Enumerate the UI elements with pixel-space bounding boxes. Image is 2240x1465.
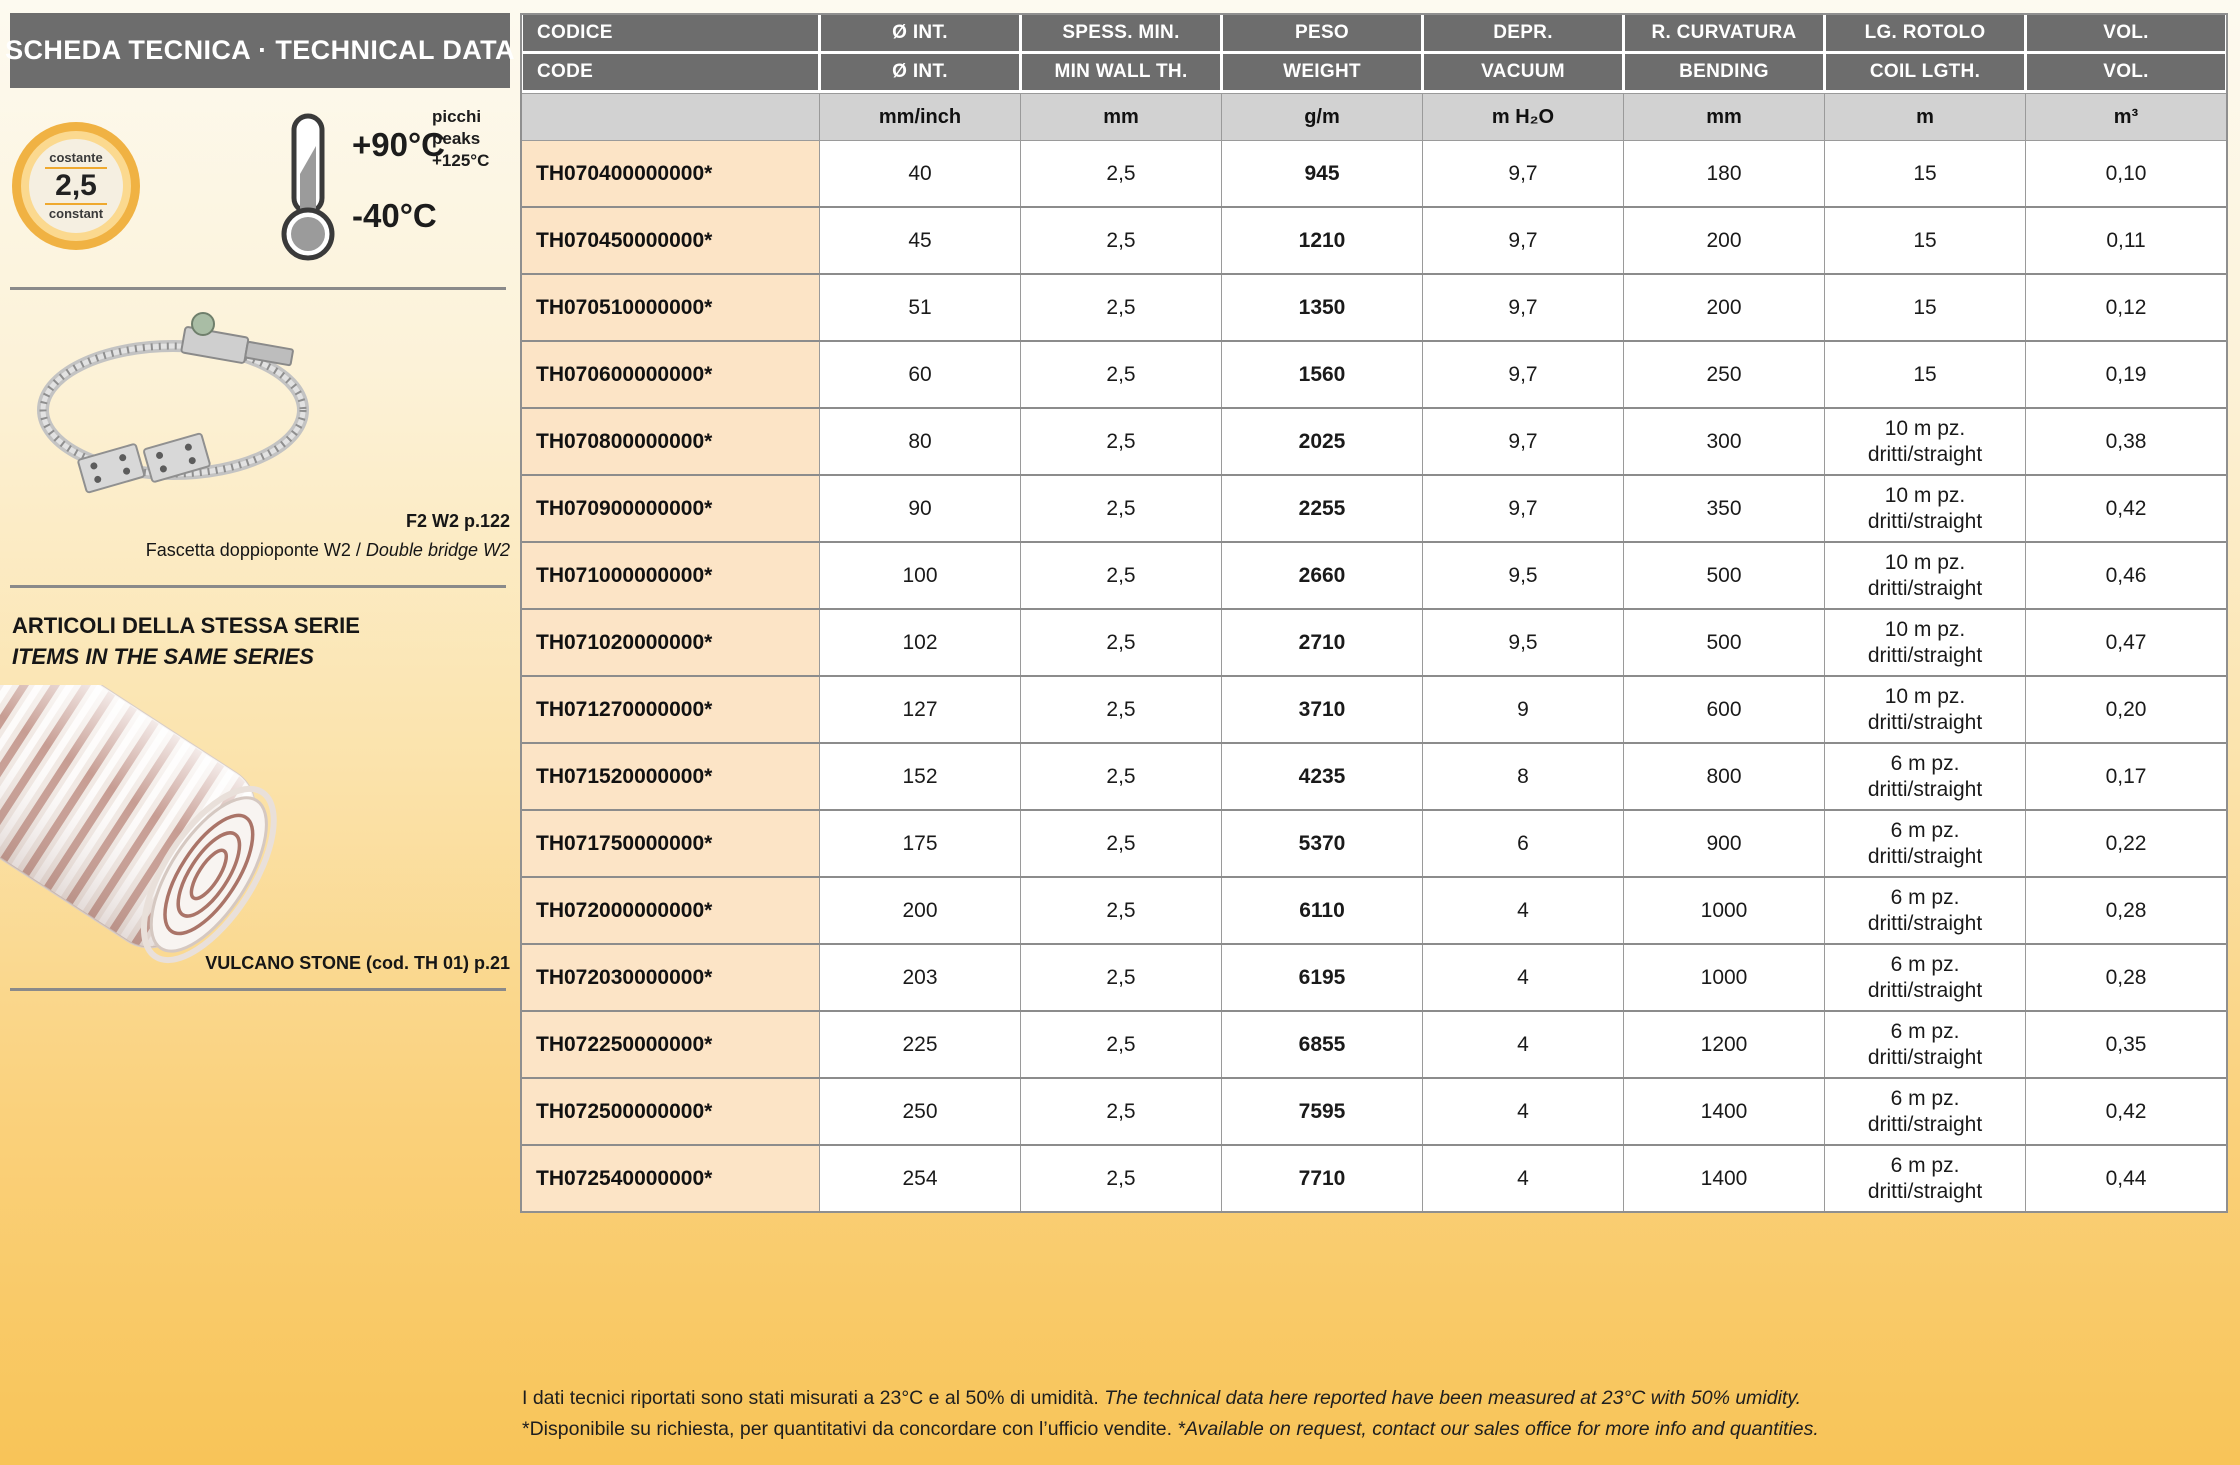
temperature-min: -40°C xyxy=(352,197,437,234)
clamp-caption-it: Fascetta doppioponte W2 / xyxy=(145,540,366,560)
cell-code: TH072540000000* xyxy=(522,1146,819,1211)
cell-vacuum: 9,5 xyxy=(1423,610,1623,675)
cell-vol: 0,47 xyxy=(2026,610,2226,675)
cell-weight: 945 xyxy=(1222,141,1422,206)
cell-bending: 1200 xyxy=(1624,1012,1824,1077)
cell-wall: 2,5 xyxy=(1021,1146,1221,1211)
cell-bending: 250 xyxy=(1624,342,1824,407)
header-volume: VOL. xyxy=(2027,15,2225,51)
cell-wall: 2,5 xyxy=(1021,945,1221,1010)
cell-coil: 6 m pz. dritti/straight xyxy=(1825,945,2025,1010)
table-row xyxy=(522,208,2226,275)
unit-diameter: mm/inch xyxy=(820,94,1020,140)
cell-weight: 3710 xyxy=(1222,677,1422,742)
cell-bending: 1000 xyxy=(1624,945,1824,1010)
cell-bending: 350 xyxy=(1624,476,1824,541)
cell-coil: 6 m pz. dritti/straight xyxy=(1825,811,2025,876)
cell-vol: 0,11 xyxy=(2026,208,2226,273)
cell-code: TH072000000000* xyxy=(522,878,819,943)
cell-diameter: 45 xyxy=(820,208,1020,273)
cell-code: TH071000000000* xyxy=(522,543,819,608)
cell-diameter: 80 xyxy=(820,409,1020,474)
cell-weight: 4235 xyxy=(1222,744,1422,809)
cell-vol: 0,35 xyxy=(2026,1012,2226,1077)
footnote-availability-it: *Disponibile su richiesta, per quantitativi da concordare con l’ufficio vendite. xyxy=(522,1418,1178,1440)
footnote-availability-en: *Available on request, contact our sales office for more info and quantities. xyxy=(1177,1418,1819,1440)
cell-coil: 15 xyxy=(1825,342,2025,407)
cell-vacuum: 9,7 xyxy=(1423,141,1623,206)
header-code: CODE xyxy=(523,54,818,90)
header-depressione: DEPR. xyxy=(1424,15,1622,51)
table-row xyxy=(522,476,2226,543)
cell-vacuum: 9,7 xyxy=(1423,409,1623,474)
unit-wall: mm xyxy=(1021,94,1221,140)
cell-coil: 15 xyxy=(1825,208,2025,273)
cell-vol: 0,42 xyxy=(2026,1079,2226,1144)
cell-wall: 2,5 xyxy=(1021,342,1221,407)
cell-coil: 6 m pz. dritti/straight xyxy=(1825,1012,2025,1077)
cell-bending: 300 xyxy=(1624,409,1824,474)
thermometer-icon xyxy=(270,112,350,262)
cell-coil: 6 m pz. dritti/straight xyxy=(1825,1146,2025,1211)
cell-weight: 2710 xyxy=(1222,610,1422,675)
cell-coil: 6 m pz. dritti/straight xyxy=(1825,744,2025,809)
cell-wall: 2,5 xyxy=(1021,208,1221,273)
unit-vacuum: m H₂O xyxy=(1423,94,1623,140)
cell-vacuum: 9,7 xyxy=(1423,476,1623,541)
cell-vacuum: 9,5 xyxy=(1423,543,1623,608)
table-row xyxy=(522,878,2226,945)
cell-wall: 2,5 xyxy=(1021,476,1221,541)
cell-wall: 2,5 xyxy=(1021,811,1221,876)
cell-vol: 0,38 xyxy=(2026,409,2226,474)
cell-bending: 800 xyxy=(1624,744,1824,809)
cell-vacuum: 8 xyxy=(1423,744,1623,809)
footnote-availability xyxy=(522,1414,1819,1445)
cell-coil: 10 m pz. dritti/straight xyxy=(1825,610,2025,675)
series-title-it: ARTICOLI DELLA STESSA SERIE xyxy=(12,613,360,638)
header-spessore: SPESS. MIN. xyxy=(1022,15,1220,51)
hose-clamp-image xyxy=(25,310,315,515)
cell-wall: 2,5 xyxy=(1021,744,1221,809)
cell-weight: 6855 xyxy=(1222,1012,1422,1077)
cell-coil: 6 m pz. dritti/straight xyxy=(1825,1079,2025,1144)
badge-rule-bottom xyxy=(45,203,107,205)
cell-bending: 500 xyxy=(1624,543,1824,608)
cell-code: TH070450000000* xyxy=(522,208,819,273)
cell-weight: 2660 xyxy=(1222,543,1422,608)
cell-diameter: 152 xyxy=(820,744,1020,809)
header-vacuum: VACUUM xyxy=(1424,54,1622,90)
unit-code xyxy=(522,94,819,140)
cell-diameter: 225 xyxy=(820,1012,1020,1077)
cell-diameter: 175 xyxy=(820,811,1020,876)
cell-vacuum: 4 xyxy=(1423,1079,1623,1144)
cell-vol: 0,22 xyxy=(2026,811,2226,876)
cell-diameter: 90 xyxy=(820,476,1020,541)
cell-wall: 2,5 xyxy=(1021,1012,1221,1077)
series-title-en: ITEMS IN THE SAME SERIES xyxy=(12,644,314,669)
cell-code: TH072250000000* xyxy=(522,1012,819,1077)
cell-coil: 10 m pz. dritti/straight xyxy=(1825,476,2025,541)
cell-coil: 15 xyxy=(1825,275,2025,340)
cell-vol: 0,20 xyxy=(2026,677,2226,742)
cell-vacuum: 4 xyxy=(1423,1146,1623,1211)
footnote-measurement-it: I dati tecnici riportati sono stati misurati a 23°C e al 50% di umidità. xyxy=(522,1387,1105,1409)
cell-bending: 500 xyxy=(1624,610,1824,675)
cell-coil: 15 xyxy=(1825,141,2025,206)
table-row xyxy=(522,1146,2226,1211)
footnote-measurement xyxy=(522,1383,1819,1414)
cell-bending: 1400 xyxy=(1624,1146,1824,1211)
cell-bending: 1400 xyxy=(1624,1079,1824,1144)
sidebar-divider-3 xyxy=(10,988,506,991)
table-row xyxy=(522,342,2226,409)
cell-diameter: 40 xyxy=(820,141,1020,206)
clamp-caption xyxy=(10,540,510,561)
footnotes xyxy=(522,1383,1819,1445)
cell-wall: 2,5 xyxy=(1021,275,1221,340)
table-row xyxy=(522,677,2226,744)
hose-caption: VULCANO STONE (cod. TH 01) p.21 xyxy=(205,953,510,973)
cell-diameter: 60 xyxy=(820,342,1020,407)
hose-image xyxy=(0,685,290,975)
cell-vacuum: 6 xyxy=(1423,811,1623,876)
cell-vol: 0,46 xyxy=(2026,543,2226,608)
header-coil: COIL LGTH. xyxy=(1826,54,2024,90)
cell-vol: 0,28 xyxy=(2026,878,2226,943)
cell-bending: 200 xyxy=(1624,208,1824,273)
cell-weight: 7710 xyxy=(1222,1146,1422,1211)
cell-code: TH070800000000* xyxy=(522,409,819,474)
cell-diameter: 51 xyxy=(820,275,1020,340)
cell-code: TH071270000000* xyxy=(522,677,819,742)
header-diameter: Ø INT. xyxy=(821,54,1019,90)
cell-bending: 200 xyxy=(1624,275,1824,340)
badge-ring xyxy=(21,131,131,241)
cell-vol: 0,12 xyxy=(2026,275,2226,340)
table-row xyxy=(522,1012,2226,1079)
cell-vol: 0,19 xyxy=(2026,342,2226,407)
cell-diameter: 100 xyxy=(820,543,1020,608)
cell-wall: 2,5 xyxy=(1021,543,1221,608)
cell-weight: 1210 xyxy=(1222,208,1422,273)
cell-diameter: 203 xyxy=(820,945,1020,1010)
cell-bending: 900 xyxy=(1624,811,1824,876)
badge-face xyxy=(29,139,123,233)
cell-vacuum: 9,7 xyxy=(1423,275,1623,340)
cell-weight: 2025 xyxy=(1222,409,1422,474)
header-vol: VOL. xyxy=(2027,54,2225,90)
temperature-peaks-it: picchi xyxy=(432,107,482,126)
table-row xyxy=(522,945,2226,1012)
sidebar-divider-2 xyxy=(10,585,506,588)
cell-wall: 2,5 xyxy=(1021,141,1221,206)
table-row xyxy=(522,811,2226,878)
cell-code: TH070600000000* xyxy=(522,342,819,407)
table-header-row-it xyxy=(522,15,2226,51)
cell-diameter: 102 xyxy=(820,610,1020,675)
cell-bending: 600 xyxy=(1624,677,1824,742)
header-weight: WEIGHT xyxy=(1223,54,1421,90)
header-wall: MIN WALL TH. xyxy=(1022,54,1220,90)
cell-wall: 2,5 xyxy=(1021,1079,1221,1144)
cell-code: TH071020000000* xyxy=(522,610,819,675)
cell-wall: 2,5 xyxy=(1021,409,1221,474)
cell-coil: 10 m pz. dritti/straight xyxy=(1825,677,2025,742)
cell-vacuum: 4 xyxy=(1423,1012,1623,1077)
unit-coil: m xyxy=(1825,94,2025,140)
table-row xyxy=(522,141,2226,208)
cell-code: TH070510000000* xyxy=(522,275,819,340)
cell-coil: 10 m pz. dritti/straight xyxy=(1825,409,2025,474)
cell-vacuum: 9,7 xyxy=(1423,208,1623,273)
unit-weight: g/m xyxy=(1222,94,1422,140)
badge-label-it: costante xyxy=(49,150,103,165)
cell-wall: 2,5 xyxy=(1021,677,1221,742)
temperature-max: +90°C xyxy=(352,126,446,163)
technical-data-table xyxy=(520,13,2228,1213)
cell-diameter: 127 xyxy=(820,677,1020,742)
cell-code: TH070400000000* xyxy=(522,141,819,206)
cell-code: TH070900000000* xyxy=(522,476,819,541)
cell-diameter: 250 xyxy=(820,1079,1020,1144)
cell-diameter: 200 xyxy=(820,878,1020,943)
table-row xyxy=(522,275,2226,342)
temperature-peaks-en: peaks xyxy=(432,129,481,148)
page-title xyxy=(5,13,515,88)
cell-weight: 1350 xyxy=(1222,275,1422,340)
cell-vol: 0,10 xyxy=(2026,141,2226,206)
cell-vacuum: 9 xyxy=(1423,677,1623,742)
cell-code: TH071520000000* xyxy=(522,744,819,809)
cell-weight: 5370 xyxy=(1222,811,1422,876)
header-diametro: Ø INT. xyxy=(821,15,1019,51)
page-title-text: SCHEDA TECNICA · TECHNICAL DATA xyxy=(5,35,515,65)
unit-bending: mm xyxy=(1624,94,1824,140)
badge-value: 2,5 xyxy=(55,169,97,202)
cell-vol: 0,17 xyxy=(2026,744,2226,809)
cell-vol: 0,42 xyxy=(2026,476,2226,541)
table-body xyxy=(522,141,2226,1211)
cell-wall: 2,5 xyxy=(1021,878,1221,943)
cell-code: TH072030000000* xyxy=(522,945,819,1010)
temperature-peaks xyxy=(432,106,489,172)
constant-pressure-badge xyxy=(12,122,140,250)
header-bending: BENDING xyxy=(1625,54,1823,90)
cell-weight: 1560 xyxy=(1222,342,1422,407)
cell-weight: 7595 xyxy=(1222,1079,1422,1144)
badge-label-en: constant xyxy=(48,206,104,221)
cell-vacuum: 4 xyxy=(1423,878,1623,943)
cell-diameter: 254 xyxy=(820,1146,1020,1211)
cell-weight: 2255 xyxy=(1222,476,1422,541)
cell-vacuum: 4 xyxy=(1423,945,1623,1010)
cell-bending: 180 xyxy=(1624,141,1824,206)
table-header-row-en xyxy=(522,54,2226,90)
table-row xyxy=(522,1079,2226,1146)
sidebar-divider-1 xyxy=(10,287,506,290)
table-row xyxy=(522,610,2226,677)
header-codice: CODICE xyxy=(523,15,818,51)
cell-coil: 6 m pz. dritti/straight xyxy=(1825,878,2025,943)
cell-vol: 0,28 xyxy=(2026,945,2226,1010)
header-peso: PESO xyxy=(1223,15,1421,51)
unit-vol: m³ xyxy=(2026,94,2226,140)
footnote-measurement-en: The technical data here reported have been measured at 23°C with 50% umidity. xyxy=(1104,1387,1802,1409)
cell-bending: 1000 xyxy=(1624,878,1824,943)
temperature-peaks-value: +125°C xyxy=(432,151,490,170)
clamp-caption-en: Double bridge W2 xyxy=(365,540,510,560)
cell-wall: 2,5 xyxy=(1021,610,1221,675)
clamp-reference: F2 W2 p.122 xyxy=(405,511,510,531)
table-row xyxy=(522,744,2226,811)
cell-coil: 10 m pz. dritti/straight xyxy=(1825,543,2025,608)
header-curvatura: R. CURVATURA xyxy=(1625,15,1823,51)
table-row xyxy=(522,543,2226,610)
cell-weight: 6195 xyxy=(1222,945,1422,1010)
cell-weight: 6110 xyxy=(1222,878,1422,943)
cell-vol: 0,44 xyxy=(2026,1146,2226,1211)
table-units-row xyxy=(522,93,2226,141)
table-row xyxy=(522,409,2226,476)
cell-code: TH071750000000* xyxy=(522,811,819,876)
cell-vacuum: 9,7 xyxy=(1423,342,1623,407)
cell-code: TH072500000000* xyxy=(522,1079,819,1144)
header-rotolo: LG. ROTOLO xyxy=(1826,15,2024,51)
